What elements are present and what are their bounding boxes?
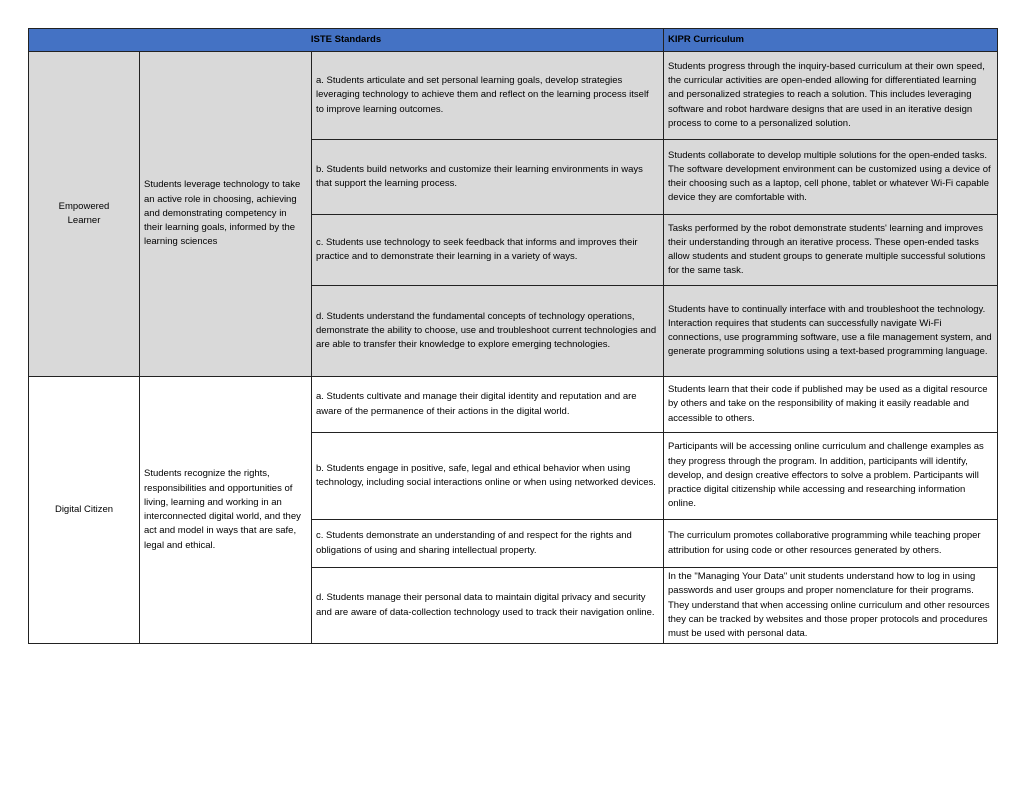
- category-empowered-learner: [29, 52, 140, 377]
- table-row: [29, 52, 998, 140]
- table-row: [29, 377, 998, 433]
- category-description: Students leverage technology to take an active role in choosing, achieving and demonstrating competency in their learning goals, informed by the learning sciences: [140, 52, 312, 377]
- standard-cell: b. Students build networks and customize their learning environments in ways that support the learning process.: [312, 140, 664, 215]
- header-row: [29, 29, 998, 52]
- standard-cell: c. Students use technology to seek feedback that informs and improves their practice and to demonstrate their learning in a variety of ways.: [312, 215, 664, 286]
- category-line: Learner: [67, 215, 101, 226]
- kipr-cell: The curriculum promotes collaborative programming while teaching proper attribution for using code or other resources generated by others.: [664, 520, 998, 568]
- standard-cell: a. Students cultivate and manage their digital identity and reputation and are aware of the permanence of their actions in the digital world.: [312, 377, 664, 433]
- standard-cell: d. Students understand the fundamental concepts of technology operations, demonstrate the ability to choose, use and troubleshoot current technologies and are able to transfer their knowledge to explore emerging technologies.: [312, 286, 664, 377]
- kipr-cell: Tasks performed by the robot demonstrate students' learning and improves their understanding through an iterative process. These open-ended tasks allow students and student groups to generate multiple successful solutions for the same task.: [664, 215, 998, 286]
- standard-cell: d. Students manage their personal data to maintain digital privacy and security and are aware of data-collection technology used to track their navigation online.: [312, 568, 664, 644]
- kipr-curriculum-header: KIPR Curriculum: [664, 29, 998, 52]
- kipr-cell: Students have to continually interface with and troubleshoot the technology. Interaction requires that students can successfully navigate Wi-Fi connections, use programming software, use a file management system, and generate programming solutions using a text-based programming language.: [664, 286, 998, 377]
- standards-table: [28, 28, 998, 644]
- category-line: Digital Citizen: [54, 504, 114, 515]
- kipr-cell: Students learn that their code if published may be used as a digital resource by others and take on the responsibility of making it easily readable and accessible to others.: [664, 377, 998, 433]
- kipr-cell: Students collaborate to develop multiple solutions for the open-ended tasks. The software development environment can be customized using a device of their choosing such as a laptop, cell phone, tablet or whatever Wi-Fi capable device they are comfortable with.: [664, 140, 998, 215]
- category-description: Students recognize the rights, responsibilities and opportunities of living, learning and working in an interconnected digital world, and they act and model in ways that are safe, legal and ethical.: [140, 377, 312, 644]
- kipr-cell: Students progress through the inquiry-based curriculum at their own speed, the curricular activities are open-ended allowing for differentiated learning and personalized strategies to reach a solution. This includes leveraging software and robot hardware designs that are used in an iterative design process to come to a personalized solution.: [664, 52, 998, 140]
- kipr-cell: Participants will be accessing online curriculum and challenge examples as they progress through the program. In addition, participants will identify, develop, and design creative effectors to solve a problem. Participants will practice digital citizenship while accessing and researching information online.: [664, 433, 998, 520]
- iste-standards-header: ISTE Standards: [29, 29, 664, 52]
- category-line: Empowered: [58, 200, 110, 212]
- standard-cell: c. Students demonstrate an understanding of and respect for the rights and obligations of using and sharing intellectual property.: [312, 520, 664, 568]
- kipr-cell: In the "Managing Your Data" unit students understand how to log in using passwords and user groups and proper nomenclature for their programs. They understand that when accessing online curriculum and other resources they can be tracked by websites and those proper protocols and procedures must be used with personal data.: [664, 568, 998, 644]
- category-digital-citizen: [29, 377, 140, 644]
- standard-cell: b. Students engage in positive, safe, legal and ethical behavior when using technology, including social interactions online or when using networked devices.: [312, 433, 664, 520]
- standard-cell: a. Students articulate and set personal learning goals, develop strategies leveraging technology to achieve them and reflect on the learning process itself to improve learning outcomes.: [312, 52, 664, 140]
